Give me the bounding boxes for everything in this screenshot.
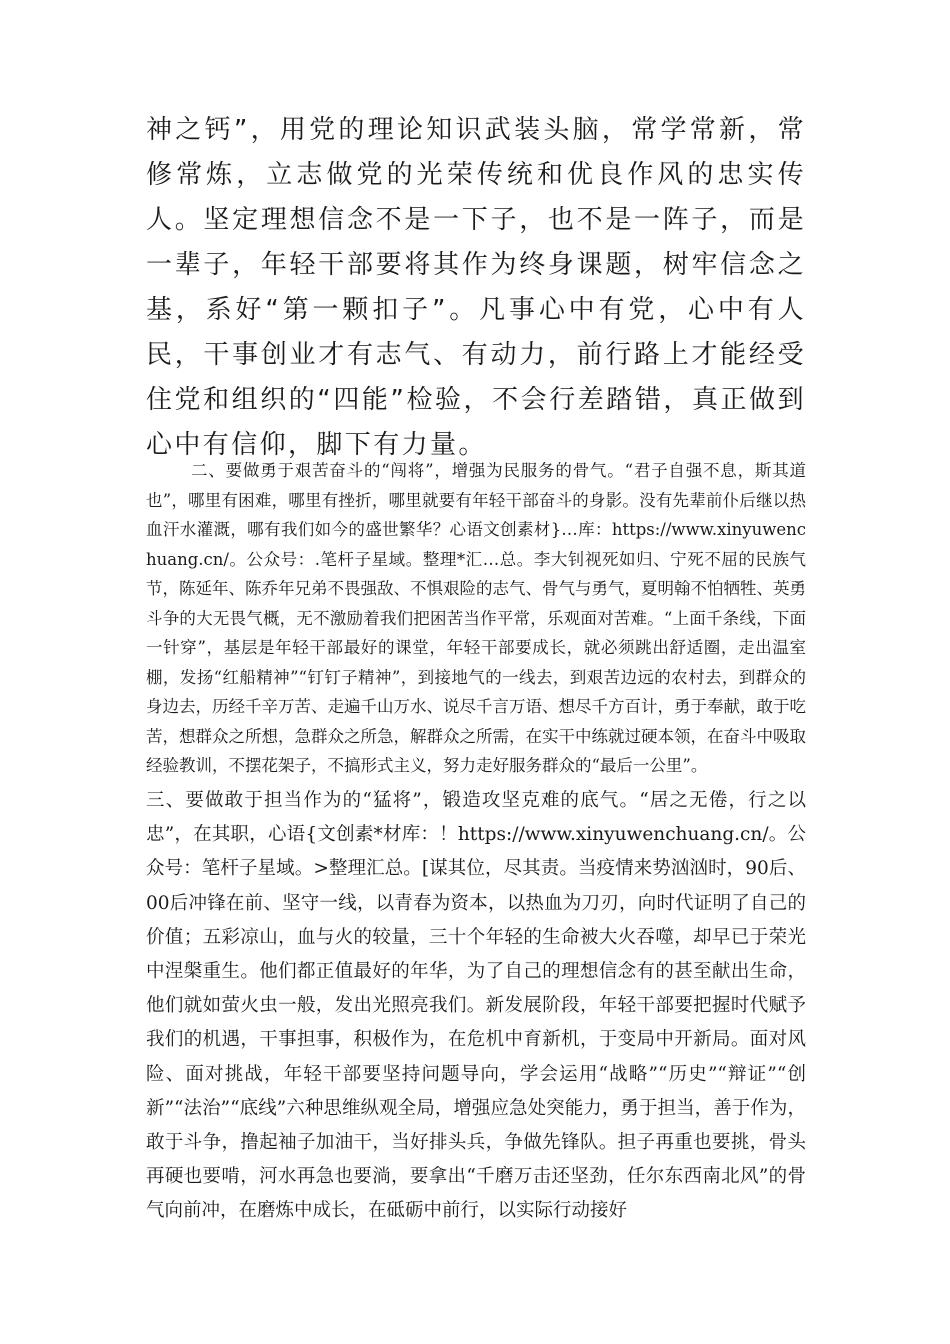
paragraph-faith: 神之钙”，用党的理论知识武装头脑，常学常新，常修常炼，立志做党的光荣传统和优良作风的忠实传人。坚定理想信念不是一下子，也不是一阵子，而是一辈子，年轻干部要将其作为终身课题，树牢信念之基，系好“第一颗扣子”。凡事心中有党，心中有人民，干事创业才有志气、有动力，前行路上才能经受住党和组织的“四能”检验，不会行差踏错，真正做到心中有信仰，脚下有力量。 xyxy=(146,115,806,460)
paragraph-responsibility: 三、要做敢于担当作为的“猛将”，锻造攻坚克难的底气。“居之无倦，行之以忠”，在其职，心语{文创素*材库：！https://www.xinyuwenchuang.cn/。公众号：笔杆子星域。>整理汇总。[谋其位，尽其责。当疫情来势汹汹时，90后、00后冲锋在前、坚守一线，以青春为资本，以热血为刀刃，向时代证明了自己的价值；五彩凉山，血与火的较量，三十个年轻的生命被大火吞噬，却早已于荣光中涅槃重生。他们都正值最好的年华，为了自己的理想信念有的甚至献出生命，他们就如萤火虫一般，发出光照亮我们。新发展阶段，年轻干部要把握时代赋予我们的机遇，干事担事，积极作为，在危机中育新机，于变局中开新局。面对风险、面对挑战，年轻干部要坚持问题导向，学会运用“战略”“历史”“辩证”“创新”“法治”“底线”六种思维纵观全局，增强应急处突能力，勇于担当，善于作为，敢于斗争，撸起袖子加油干，当好排头兵，争做先锋队。担子再重也要挑，骨头再硬也要啃，河水再急也要淌，要拿出“千磨万击还坚劲，任尔东西南北风”的骨气向前冲，在磨炼中成长，在砥砺中前行，以实际行动接好 xyxy=(146,790,806,1222)
paragraph-hard-work: 二、要做勇于艰苦奋斗的“闯将”，增强为民服务的骨气。“君子自强不息，斯其道也”，哪里有困难，哪里有挫折，哪里就要有年轻干部奋斗的身影。没有先辈前仆后继以热血汗水灌溉，哪有我们如今的盛世繁华？心语文创素材}…库：https://www.xinyuwenchuang.cn/。公众号：.笔杆子星域。整理*汇…总。李大钊视死如归、宁死不屈的民族气节，陈延年、陈乔年兄弟不畏强敌、不惧艰险的志气、骨气与勇气，夏明翰不怕牺牲、英勇斗争的大无畏气概，无不激励着我们把困苦当作平常，乐观面对苦难。“上面千条线，下面一针穿”，基层是年轻干部最好的课堂，年轻干部要成长，就必须跳出舒适圈，走出温室棚，发扬“红船精神”“钉钉子精神”，到接地气的一线去，到艰苦边远的农村去，到群众的身边去，历经千辛万苦、走遍千山万水、说尽千言万语、想尽千方百计，勇于奉献，敢于吃苦，想群众之所想，急群众之所急，解群众之所需，在实干中练就过硬本领，在奋斗中吸取经验教训，不摆花架子，不搞形式主义，努力走好服务群众的“最后一公里”。 xyxy=(146,461,806,775)
